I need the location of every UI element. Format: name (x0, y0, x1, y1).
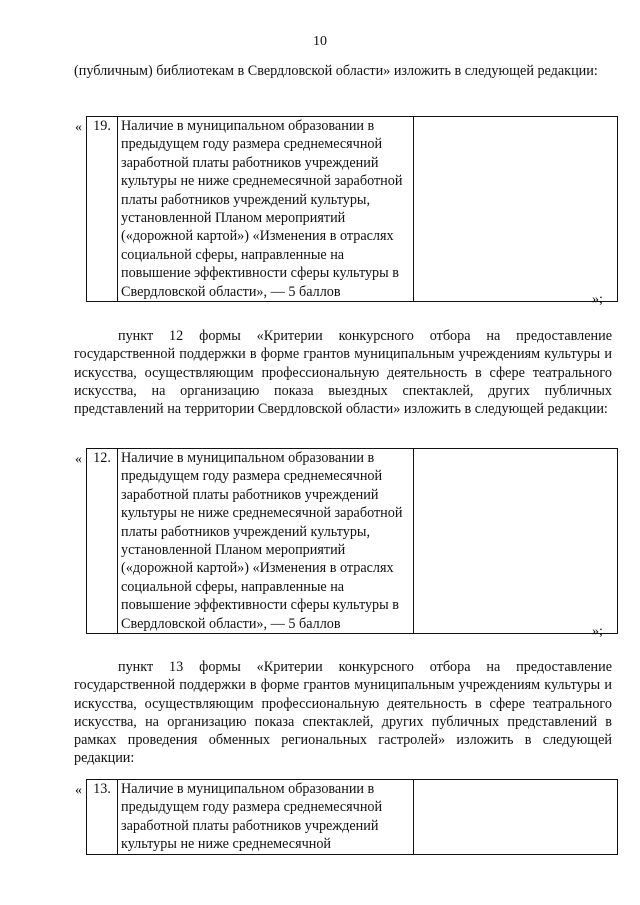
criterion-number: 12. (87, 449, 118, 634)
table-row (87, 449, 618, 634)
criterion-text: Наличие в муниципальном образовании в предыдущем году размера среднемесячной заработной платы работников учреждений культуры не ниже среднемесячной (118, 780, 414, 855)
paragraph-point-12: пункт 12 формы «Критерии конкурсного отбора на предоставление государственной поддержки в форме грантов муниципальным учреждениям культуры и искусства, осуществляющим профессиональную деятельность в сфере театрального искусства, на организацию показа выездных спектаклей, других публичных представлений на территории Свердловской области» изложить в следующей редакции: (74, 328, 612, 418)
table1-open-quote: « (75, 120, 82, 135)
criterion-number: 19. (87, 117, 118, 302)
criterion-number: 13. (87, 780, 118, 855)
criterion-table-12 (86, 448, 618, 634)
table-row (87, 780, 618, 855)
table-row (87, 117, 618, 302)
intro-paragraph: (публичным) библиотекам в Свердловской области» изложить в следующей редакции: (74, 63, 598, 79)
page-number: 10 (313, 34, 327, 49)
criterion-table-19 (86, 116, 618, 302)
criterion-score-cell (414, 117, 618, 302)
table2-open-quote: « (75, 452, 82, 467)
criterion-score-cell (414, 780, 618, 855)
criterion-text: Наличие в муниципальном образовании в предыдущем году размера среднемесячной заработной платы работников учреждений культуры не ниже среднемесячной заработной платы работников учреждений культуры, установленной Планом мероприятий («дорожной картой») «Изменения в отраслях социальной сферы, направленные на повышение эффективности сферы культуры в Свердловской области», — 5 баллов (118, 449, 414, 634)
table2-close-quote: »; (592, 624, 603, 639)
table1-close-quote: »; (592, 292, 603, 307)
table3-open-quote: « (75, 783, 82, 798)
paragraph-point-13: пункт 13 формы «Критерии конкурсного отбора на предоставление государственной поддержки в форме грантов муниципальным учреждениям культуры и искусства, осуществляющим профессиональную деятельность в сфере театрального искусства, на организацию показа спектаклей, других публичных представлений в рамках проведения обменных региональных гастролей» изложить в следующей редакции: (74, 659, 612, 767)
criterion-table-13 (86, 779, 618, 855)
criterion-score-cell (414, 449, 618, 634)
criterion-text: Наличие в муниципальном образовании в предыдущем году размера среднемесячной заработной платы работников учреждений культуры не ниже среднемесячной заработной платы работников учреждений культуры, установленной Планом мероприятий («дорожной картой») «Изменения в отраслях социальной сферы, направленные на повышение эффективности сферы культуры в Свердловской области», — 5 баллов (118, 117, 414, 302)
